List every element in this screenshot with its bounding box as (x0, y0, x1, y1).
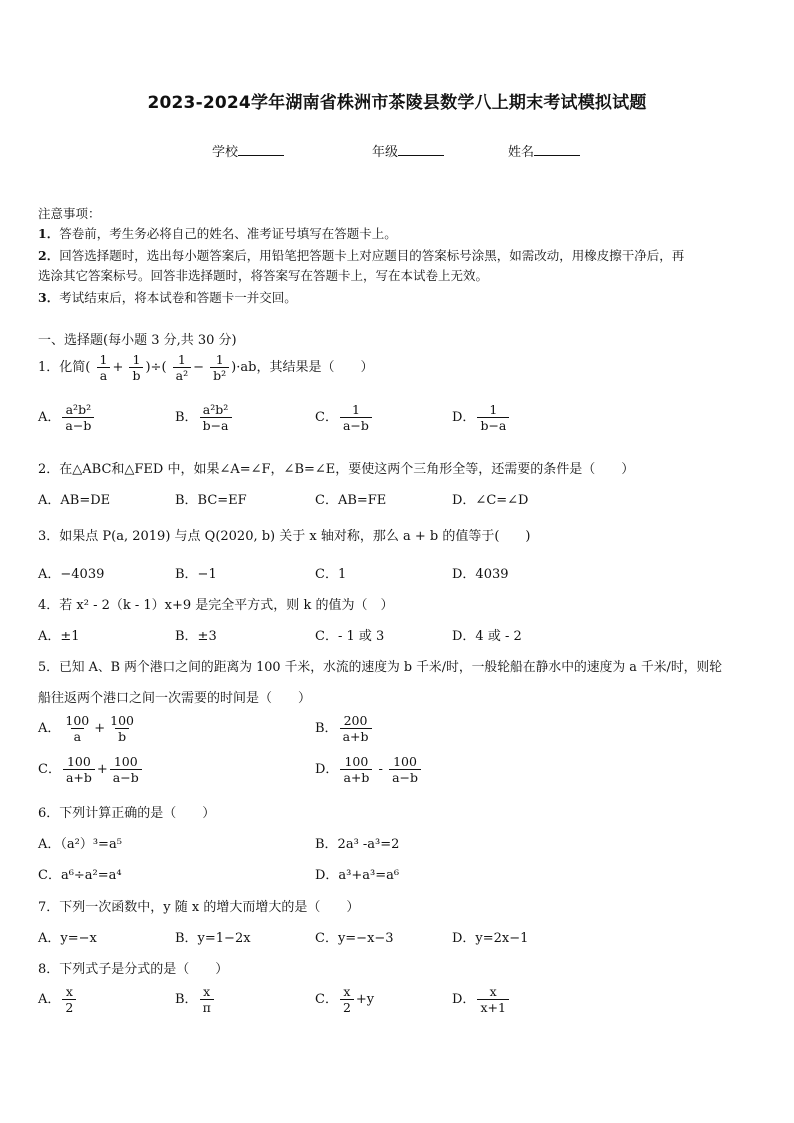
q2-option-d: D．∠C=∠D (452, 493, 529, 508)
question-5-line-1: 5．已知 A、B 两个港口之间的距离为 100 千米，水流的速度为 b 千米/时，一般轮船在静水中的速度为 a 千米/时，则轮 (38, 660, 723, 675)
question-7: 7．下列一次函数中，y 随 x 的增大而增大的是（ ） (38, 900, 360, 915)
note-item-2-cont: 选涂其它答案标号。回答非选择题时，将答案写在答题卡上，写在本试卷上无效。 (38, 268, 489, 283)
q1-option-d: D． $\frac{1}{b-a}$ (452, 402, 511, 433)
section-heading: 一、选择题(每小题 3 分,共 30 分) (38, 333, 237, 348)
q7-option-b: B．y=1−2x (175, 931, 251, 946)
notes-heading: 注意事项： (38, 206, 101, 221)
name-field: 姓名 (508, 141, 580, 160)
question-3: 3．如果点 P(a, 2019) 与点 Q(2020, b) 关于 x 轴对称，那么 a + b 的值等于( ) (38, 529, 531, 544)
page-title: 2023-2024学年湖南省株洲市茶陵县数学八上期末考试模拟试题 (147, 93, 647, 113)
q8-option-d: D． $\frac{x}{x+1}$ (452, 984, 511, 1015)
q5-option-d: D． $\frac{100}{a+b}$ - $\frac{100}{a-b}$ (315, 754, 423, 785)
q7-option-a: A．y=−x (38, 931, 97, 946)
q7-option-c: C．y=−x−3 (315, 931, 394, 946)
q6-option-d: D．a³+a³=a⁶ (315, 868, 400, 883)
q3-option-b: B．−1 (175, 567, 217, 582)
q1-frac-2: $\frac{1}{b}$ (129, 352, 143, 383)
q1-option-c: C． $\frac{1}{a-b}$ (315, 402, 374, 433)
question-5-line-2: 船往返两个港口之间一次需要的时间是（ ） (38, 691, 312, 706)
question-8: 8．下列式子是分式的是（ ） (38, 962, 229, 977)
q1-frac-1: $\frac{1}{a}$ (96, 352, 110, 383)
q5-option-c: C． $\frac{100}{a+b}$ + $\frac{100}{a-b}$ (38, 754, 144, 785)
q2-option-a: A．AB=DE (38, 493, 111, 508)
q2-option-b: B．BC=EF (175, 493, 247, 508)
q1-option-a: A． $\frac{\text{a²b²}}{a-b}$ (38, 402, 96, 433)
question-4: 4．若 x² - 2（k - 1）x+9 是完全平方式，则 k 的值为（ ） (38, 598, 394, 613)
q5-option-a: A． $\frac{100}{a}$ + $\frac{100}{b}$ (38, 713, 135, 744)
q1-frac-4: $\frac{1}{\text{b²}}$ (210, 352, 229, 383)
q8-option-a: A． $\frac{x}{2}$ (38, 984, 78, 1015)
note-item-3: 3．考试结束后，将本试卷和答题卡一并交回。 (38, 290, 297, 305)
q2-option-c: C．AB=FE (315, 493, 387, 508)
note-item-2: 2．回答选择题时，选出每小题答案后，用铅笔把答题卡上对应题目的答案标号涂黑，如需改动，用橡皮擦干净后，再 (38, 248, 685, 263)
q8-option-b: B． $\frac{x}{\pi}$ (175, 984, 216, 1015)
q7-option-d: D．y=2x−1 (452, 931, 529, 946)
question-2: 2．在△ABC和△FED 中，如果∠A=∠F，∠B=∠E，要使这两个三角形全等，还需要的条件是（ ） (38, 462, 635, 477)
q4-option-d: D．4 或 - 2 (452, 629, 522, 644)
q3-option-c: C．1 (315, 567, 347, 582)
school-field: 学校 (212, 141, 284, 160)
q3-option-a: A．−4039 (38, 567, 105, 582)
question-6: 6．下列计算正确的是（ ） (38, 806, 216, 821)
q4-option-a: A．±1 (38, 629, 80, 644)
q1-option-b: B． $\frac{\text{a²b²}}{b-a}$ (175, 402, 234, 433)
note-item-1: 1．答卷前，考生务必将自己的姓名、准考证号填写在答题卡上。 (38, 226, 397, 241)
q1-frac-3: $\frac{1}{\text{a²}}$ (173, 352, 191, 383)
q6-option-a: A．（a²）³=a⁵ (38, 837, 122, 852)
grade-field: 年级 (372, 141, 444, 160)
question-1: 1．化简( $\frac{1}{a}$ + $\frac{1}{b}$ )÷( $\frac{1}{\text{a²}}$ − $\frac{1}{\text{b²}}$ )·ab，其结果是（ ） (38, 352, 374, 383)
q3-option-d: D．4039 (452, 567, 509, 582)
q6-option-c: C．a⁶÷a²=a⁴ (38, 868, 122, 883)
q5-option-b: B． $\frac{200}{a+b}$ (315, 713, 374, 744)
q6-option-b: B．2a³ -a³=2 (315, 837, 400, 852)
q4-option-b: B．±3 (175, 629, 217, 644)
q8-option-c: C． $\frac{x}{2}$ +y (315, 984, 375, 1015)
q4-option-c: C．- 1 或 3 (315, 629, 385, 644)
